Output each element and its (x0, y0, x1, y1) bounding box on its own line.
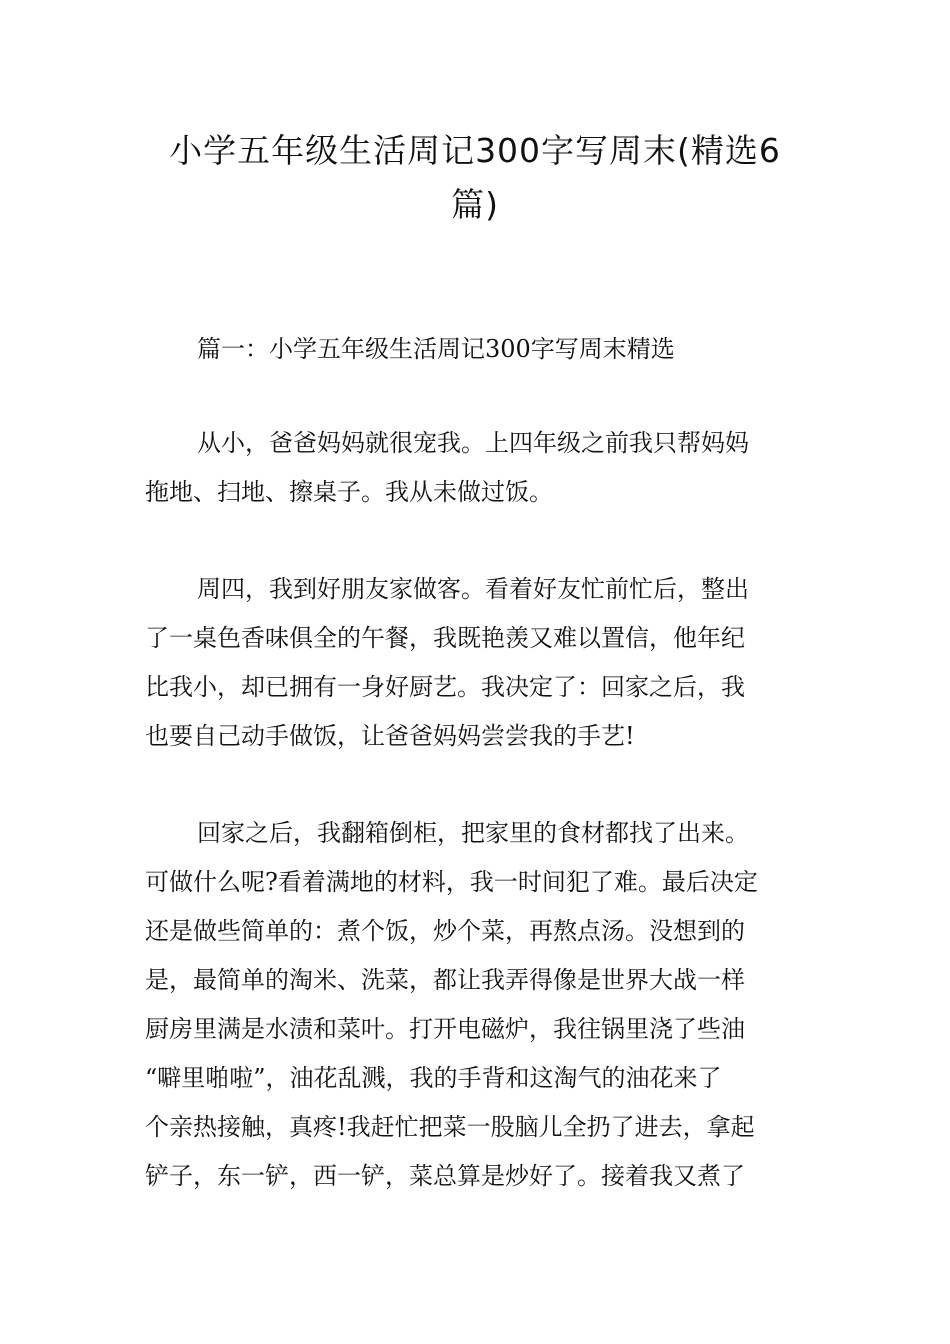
paragraph-line: 了一桌色香味俱全的午餐，我既艳羡又难以置信，他年纪 (145, 624, 745, 652)
paragraph-line: 从小，爸爸妈妈就很宠我。上四年级之前我只帮妈妈 (197, 429, 749, 457)
paragraph-line: 回家之后，我翻箱倒柜，把家里的食材都找了出来。 (197, 819, 749, 847)
paragraph-line: 可做什么呢?看着满地的材料，我一时间犯了难。最后决定 (145, 868, 758, 896)
document-body (145, 325, 805, 1201)
title-line-2: 篇) (451, 185, 499, 224)
paragraph-1 (145, 419, 805, 517)
paragraph-line: 也要自己动手做饭，让爸爸妈妈尝尝我的手艺! (145, 722, 635, 750)
title-line-1: 小学五年级生活周记300字写周末(精选6 (169, 131, 781, 170)
paragraph-2 (145, 565, 805, 761)
paragraph-line: “噼里啪啦”，油花乱溅，我的手背和这淘气的油花来了 (145, 1064, 722, 1092)
paragraph-3 (145, 809, 805, 1201)
paragraph-line: 比我小，却已拥有一身好厨艺。我决定了：回家之后，我 (145, 673, 745, 701)
paragraph-line: 周四，我到好朋友家做客。看着好友忙前忙后，整出 (197, 575, 749, 603)
paragraph-line: 是，最简单的淘米、洗菜，都让我弄得像是世界大战一样 (145, 966, 745, 994)
document-title (145, 124, 805, 232)
paragraph-line: 个亲热接触，真疼!我赶忙把菜一股脑儿全扔了进去，拿起 (145, 1113, 755, 1141)
paragraph-line: 拖地、扫地、擦桌子。我从未做过饭。 (145, 478, 553, 506)
paragraph-line: 铲子，东一铲，西一铲，菜总算是炒好了。接着我又煮了 (145, 1162, 745, 1190)
paragraph-line: 厨房里满是水渍和菜叶。打开电磁炉，我往锅里浇了些油 (145, 1015, 745, 1043)
section-heading: 篇一：小学五年级生活周记300字写周末精选 (197, 335, 675, 363)
paragraph-line: 还是做些简单的：煮个饭，炒个菜，再熬点汤。没想到的 (145, 917, 745, 945)
